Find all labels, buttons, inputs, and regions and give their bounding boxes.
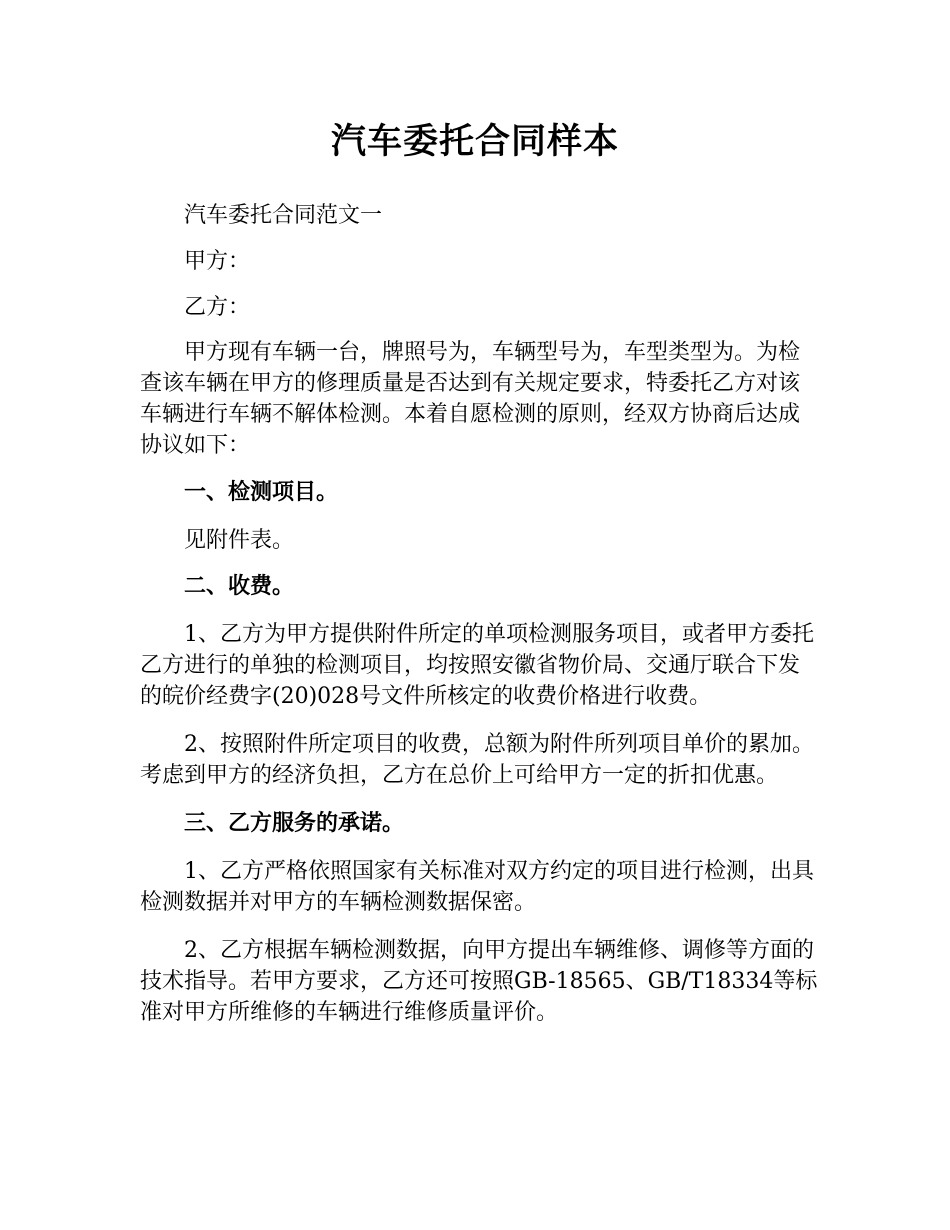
party-b-label: 乙方： <box>184 295 251 320</box>
document-body <box>140 200 820 1045</box>
document-subtitle: 汽车委托合同范文一 <box>184 203 383 228</box>
document-title: 汽车委托合同样本 <box>330 122 619 162</box>
section-paragraph: 2、按照附件所定项目的收费，总额为附件所列项目单价的累加。考虑到甲方的经济负担，乙方在总价上可给甲方一定的折扣优惠。 <box>140 732 814 788</box>
section-heading-inspection-items: 一、检测项目。 <box>184 480 339 505</box>
section-paragraph: 2、乙方根据车辆检测数据，向甲方提出车辆维修、调修等方面的技术指导。若甲方要求，乙方还可按照GB-18565、GB/T18334等标准对甲方所维修的车辆进行维修质量评价。 <box>140 938 818 1025</box>
section-heading-fees: 二、收费。 <box>184 574 295 599</box>
intro-paragraph: 甲方现有车辆一台，牌照号为，车辆型号为，车型类型为。为检查该车辆在甲方的修理质量是否达到有关规定要求，特委托乙方对该车辆进行车辆不解体检测。本着自愿检测的原则，经双方协商后达成协议如下： <box>140 340 801 458</box>
section-paragraph: 1、乙方为甲方提供附件所定的单项检测服务项目，或者甲方委托乙方进行的单独的检测项目，均按照安徽省物价局、交通厅联合下发的皖价经费字(20)028号文件所核定的收费价格进行收费。 <box>140 622 814 709</box>
section-paragraph: 1、乙方严格依照国家有关标准对双方约定的项目进行检测，出具检测数据并对甲方的车辆检测数据保密。 <box>140 859 814 915</box>
section-heading-service-commitment: 三、乙方服务的承诺。 <box>184 811 405 836</box>
section-paragraph: 见附件表。 <box>184 528 295 553</box>
party-a-label: 甲方： <box>184 249 251 274</box>
